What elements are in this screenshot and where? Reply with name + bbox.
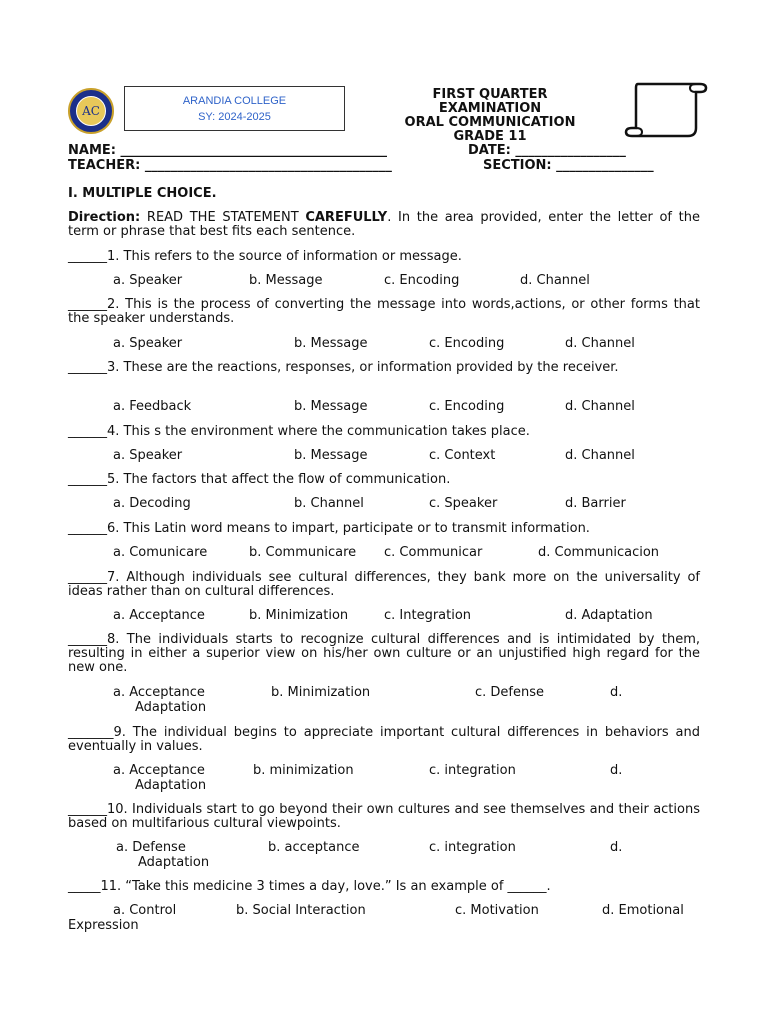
choice-d[interactable]: d. Adaptation (565, 608, 653, 623)
choice-b[interactable]: b. acceptance (268, 840, 360, 855)
section-field[interactable]: SECTION: _______________ (483, 158, 654, 173)
school-name: ARANDIA COLLEGE (182, 95, 287, 107)
choice-d[interactable]: d. Barrier (565, 496, 626, 511)
school-info-box (124, 86, 345, 131)
choice-row (68, 841, 700, 871)
choice-a[interactable]: a. Speaker (113, 273, 183, 288)
choice-b[interactable]: b. minimization (253, 763, 354, 778)
exam-title-line: GRADE 11 (453, 129, 527, 140)
question-stem: ______5. The factors that affect the flow of communication. (68, 472, 451, 487)
college-seal-logo (68, 88, 114, 134)
question-stem: ______2. This is the process of converting the message into words,actions, or other forms that the speaker understands. (68, 297, 700, 326)
choice-b[interactable]: b. Minimization (249, 608, 349, 623)
choice-a[interactable]: a. Speaker (113, 448, 183, 463)
direction-text-a: READ THE STATEMENT (140, 210, 306, 225)
choice-d[interactable]: d. Channel (520, 273, 590, 288)
choice-d-text[interactable]: Adaptation (138, 855, 210, 870)
choice-a[interactable]: a. Acceptance (113, 608, 205, 623)
choice-b[interactable]: b. Message (294, 399, 368, 414)
choice-b[interactable]: b. Channel (294, 496, 364, 511)
choice-a[interactable]: a. Defense (116, 840, 186, 855)
choice-a[interactable]: a. Feedback (113, 399, 192, 414)
choice-d[interactable]: d. (610, 840, 623, 855)
choice-b[interactable]: b. Message (249, 273, 323, 288)
choice-d-text[interactable]: Adaptation (135, 778, 207, 793)
exam-title-line: EXAMINATION (438, 101, 542, 116)
direction-text (68, 211, 700, 239)
name-field[interactable]: NAME: _________________________________________ (68, 143, 387, 158)
choice-row (68, 764, 700, 794)
choice-c[interactable]: c. Speaker (429, 496, 498, 511)
question-stem: ______4. This s the environment where the communication takes place. (68, 424, 530, 439)
choice-c[interactable]: c. Encoding (429, 399, 505, 414)
choice-b[interactable]: b. Minimization (271, 685, 371, 700)
choice-d[interactable]: d. Channel (565, 399, 635, 414)
choice-row (68, 904, 700, 934)
exam-title (380, 88, 600, 140)
direction-text-b: . In the area provided, enter the letter of the term or phrase that best fits each sentence. (68, 210, 700, 239)
school-year: SY: 2024-2025 (198, 111, 271, 123)
choice-c[interactable]: c. Integration (384, 608, 472, 623)
choice-a[interactable]: a. Speaker (113, 336, 183, 351)
choice-b[interactable]: b. Message (294, 448, 368, 463)
choice-d[interactable]: d. Channel (565, 336, 635, 351)
question-stem: ______8. The individuals starts to recognize cultural differences and is intimidated by them, resulting in either a superior view on his/her own culture or an unjustified high regard for the new one. (68, 632, 700, 675)
choice-a[interactable]: a. Control (113, 903, 177, 918)
direction-label: Direction: (68, 210, 141, 225)
choice-c[interactable]: c. Motivation (455, 903, 539, 918)
question-stem: ______7. Although individuals see cultural differences, they bank more on the universality of ideas rather than on cultural differences. (68, 570, 700, 599)
choice-a[interactable]: a. Comunicare (113, 545, 208, 560)
choice-c[interactable]: c. Communicar (384, 545, 483, 560)
choice-d[interactable]: d. (610, 763, 623, 778)
choice-a[interactable]: a. Decoding (113, 496, 191, 511)
choice-c[interactable]: c. Encoding (429, 336, 505, 351)
college-seal-center: AC (76, 96, 106, 126)
choice-d[interactable]: d. Communicacion (538, 545, 660, 560)
question-stem: _______9. The individual begins to appreciate important cultural differences in behaviors and eventually in values. (68, 725, 700, 754)
choice-c[interactable]: c. integration (429, 763, 516, 778)
exam-title-line: FIRST QUARTER (432, 88, 548, 102)
exam-title-line: ORAL COMMUNICATION (404, 115, 576, 130)
choice-b[interactable]: b. Communicare (249, 545, 357, 560)
question-stem: ______6. This Latin word means to impart, participate or to transmit information. (68, 521, 590, 536)
choice-d[interactable]: d. (610, 685, 623, 700)
choice-c[interactable]: c. Defense (475, 685, 545, 700)
choice-b[interactable]: b. Message (294, 336, 368, 351)
choice-c[interactable]: c. Encoding (384, 273, 460, 288)
teacher-field[interactable]: TEACHER: ______________________________________ (68, 158, 392, 173)
choice-c[interactable]: c. integration (429, 840, 516, 855)
direction-emphasis: CAREFULLY (305, 210, 388, 225)
choice-b[interactable]: b. Social Interaction (236, 903, 366, 918)
question-stem: _____11. “Take this medicine 3 times a day, love.” Is an example of ______. (68, 879, 551, 894)
choice-row (68, 686, 700, 716)
section-title: I. MULTIPLE CHOICE. (68, 186, 217, 201)
choice-a[interactable]: a. Acceptance (113, 763, 205, 778)
choice-d-text[interactable]: Expression (68, 918, 139, 933)
scroll-icon (624, 78, 708, 140)
question-stem: ______3. These are the reactions, responses, or information provided by the receiver. (68, 360, 619, 375)
choice-d[interactable]: d. Emotional (602, 903, 684, 918)
date-field[interactable]: DATE: _________________ (468, 143, 626, 158)
choice-d-text[interactable]: Adaptation (135, 700, 207, 715)
choice-c[interactable]: c. Context (429, 448, 496, 463)
question-stem: ______10. Individuals start to go beyond their own cultures and see themselves and their actions based on multifarious cultural viewpoints. (68, 802, 700, 831)
question-stem: ______1. This refers to the source of information or message. (68, 249, 462, 264)
choice-a[interactable]: a. Acceptance (113, 685, 205, 700)
choice-d[interactable]: d. Channel (565, 448, 635, 463)
